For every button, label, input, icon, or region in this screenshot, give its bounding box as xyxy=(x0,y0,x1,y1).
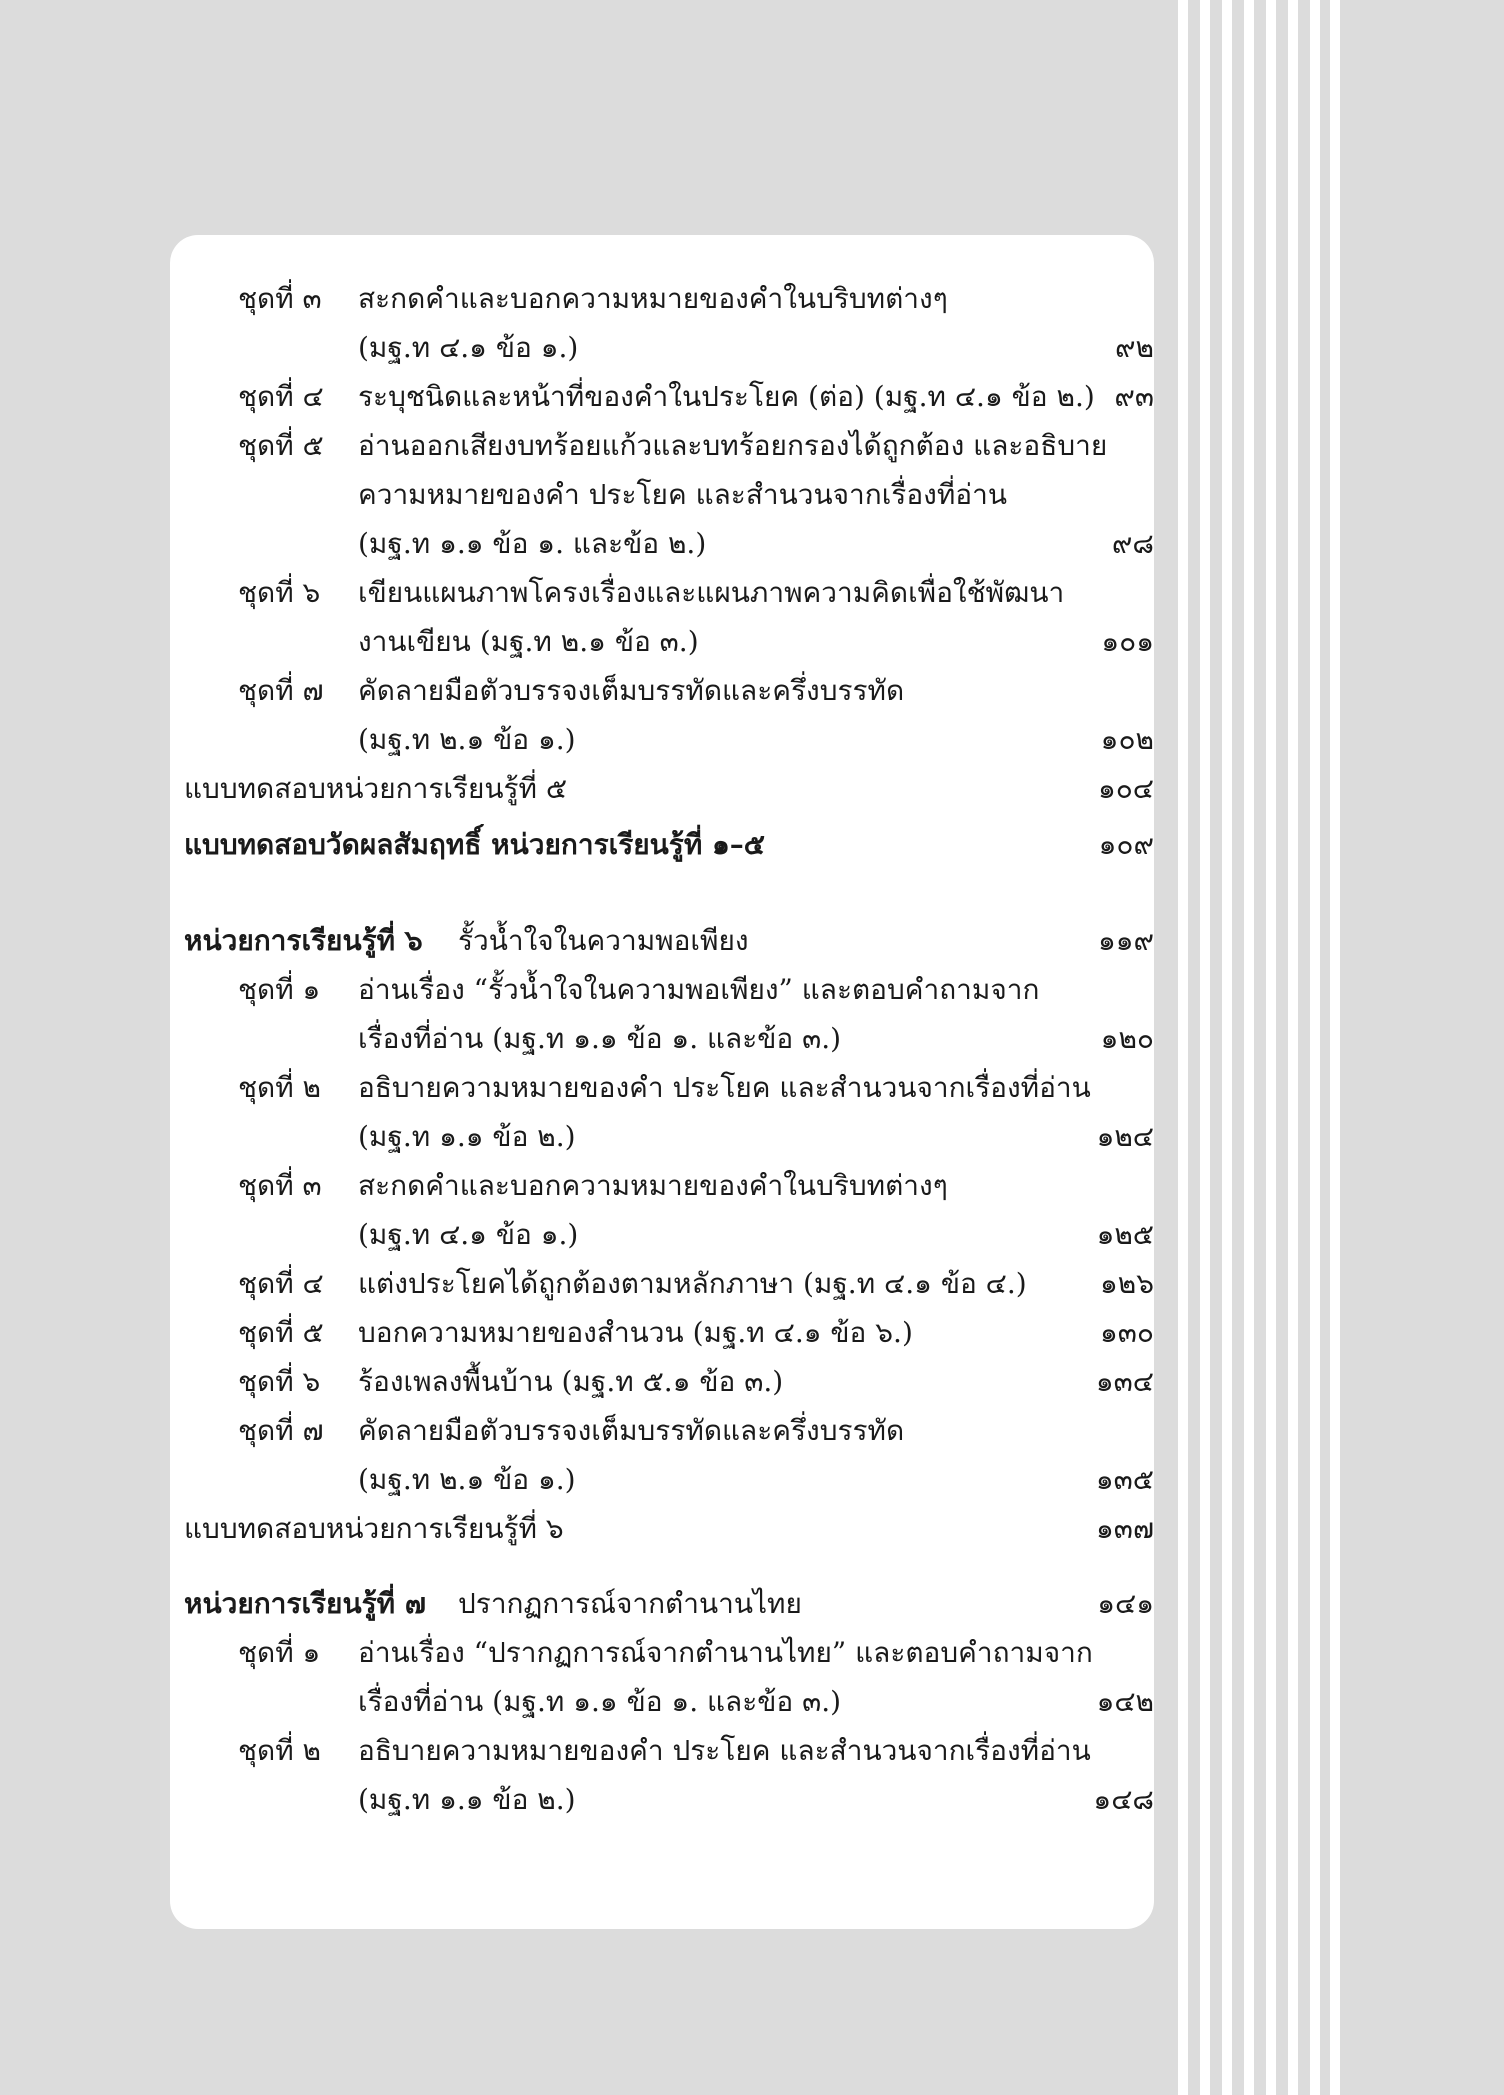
toc-row xyxy=(170,1629,1154,1677)
entry-text: สะกดคำและบอกความหมายของคำในบริบทต่างๆ xyxy=(358,282,948,315)
toc-row xyxy=(170,1211,1154,1259)
page-number: ๑๒๖ xyxy=(1099,1267,1154,1300)
entry-text: คัดลายมือตัวบรรจงเต็มบรรทัดและครึ่งบรรทัด xyxy=(358,674,905,707)
page-number: ๑๒๕ xyxy=(1096,1218,1154,1251)
toc-row xyxy=(170,716,1154,764)
entry-text: (มฐ.ท ๒.๑ ข้อ ๑.) xyxy=(358,723,576,756)
page-number: ๑๐๒ xyxy=(1100,723,1154,756)
page-number: ๙๘ xyxy=(1111,527,1154,560)
entry-text: อธิบายความหมายของคำ ประโยค และสำนวนจากเรื่องที่อ่าน xyxy=(358,1071,1091,1104)
decorative-stripes xyxy=(1178,0,1340,2095)
entry-text: ระบุชนิดและหน้าที่ของคำในประโยค (ต่อ) (มฐ.ท ๔.๑ ข้อ ๒.) xyxy=(358,380,1095,413)
page-number: ๑๒๐ xyxy=(1100,1022,1154,1055)
set-label: ชุดที่ ๕ xyxy=(238,1316,324,1349)
toc-row xyxy=(170,1309,1154,1357)
toc-row xyxy=(170,667,1154,715)
stripe-4 xyxy=(1244,0,1254,2095)
toc-row xyxy=(170,966,1154,1014)
page-number: ๑๑๙ xyxy=(1097,924,1154,957)
stripe-7 xyxy=(1310,0,1320,2095)
unit-test-text: แบบทดสอบหน่วยการเรียนรู้ที่ ๖ xyxy=(184,1512,564,1545)
set-label: ชุดที่ ๒ xyxy=(238,1734,322,1767)
stripe-5 xyxy=(1266,0,1276,2095)
page-number: ๑๔๑ xyxy=(1097,1587,1154,1620)
entry-text: บอกความหมายของสำนวน (มฐ.ท ๔.๑ ข้อ ๖.) xyxy=(358,1316,913,1349)
toc-row xyxy=(170,1580,1154,1628)
entry-text: (มฐ.ท ๑.๑ ข้อ ๑. และข้อ ๒.) xyxy=(358,527,707,560)
toc-row xyxy=(170,373,1154,421)
set-label: ชุดที่ ๖ xyxy=(238,1365,321,1398)
set-label: ชุดที่ ๑ xyxy=(238,1636,321,1669)
entry-text: (มฐ.ท ๑.๑ ข้อ ๒.) xyxy=(358,1783,576,1816)
toc-row xyxy=(170,569,1154,617)
entry-text: สะกดคำและบอกความหมายของคำในบริบทต่างๆ xyxy=(358,1169,948,1202)
entry-text: อ่านเรื่อง “รั้วน้ำใจในความพอเพียง” และตอบคำถามจาก xyxy=(358,973,1040,1006)
toc-card xyxy=(170,235,1154,1929)
toc-row xyxy=(170,821,1154,869)
toc-row xyxy=(170,1162,1154,1210)
toc-row xyxy=(170,1776,1154,1824)
set-label: ชุดที่ ๓ xyxy=(238,282,322,315)
set-label: ชุดที่ ๕ xyxy=(238,429,324,462)
unit-title: รั้วน้ำใจในความพอเพียง xyxy=(458,924,749,957)
page-number: ๑๔๘ xyxy=(1093,1783,1154,1816)
set-label: ชุดที่ ๑ xyxy=(238,973,321,1006)
toc-row xyxy=(170,324,1154,372)
entry-text: อ่านออกเสียงบทร้อยแก้วและบทร้อยกรองได้ถูกต้อง และอธิบาย xyxy=(358,429,1108,462)
page-number: ๑๐๔ xyxy=(1097,772,1154,805)
stripe-3 xyxy=(1222,0,1232,2095)
set-label: ชุดที่ ๖ xyxy=(238,576,321,609)
entry-text: เรื่องที่อ่าน (มฐ.ท ๑.๑ ข้อ ๑. และข้อ ๓.) xyxy=(358,1685,842,1718)
toc-row xyxy=(170,1064,1154,1112)
entry-text: (มฐ.ท ๔.๑ ข้อ ๑.) xyxy=(358,1218,579,1251)
set-label: ชุดที่ ๔ xyxy=(238,1267,324,1300)
toc-row xyxy=(170,1260,1154,1308)
toc-row xyxy=(170,1456,1154,1504)
achievement-test-text: แบบทดสอบวัดผลสัมฤทธิ์ หน่วยการเรียนรู้ที่ ๑–๕ xyxy=(184,828,765,861)
toc-row xyxy=(170,765,1154,813)
entry-text: อธิบายความหมายของคำ ประโยค และสำนวนจากเรื่องที่อ่าน xyxy=(358,1734,1091,1767)
toc-row xyxy=(170,1678,1154,1726)
toc-row xyxy=(170,1015,1154,1063)
page-number: ๑๓๐ xyxy=(1099,1316,1154,1349)
entry-text: แต่งประโยคได้ถูกต้องตามหลักภาษา (มฐ.ท ๔.๑ ข้อ ๔.) xyxy=(358,1267,1027,1300)
toc-row xyxy=(170,422,1154,470)
stripe-2 xyxy=(1200,0,1210,2095)
set-label: ชุดที่ ๓ xyxy=(238,1169,322,1202)
toc-row xyxy=(170,618,1154,666)
toc-row xyxy=(170,1505,1154,1553)
set-label: ชุดที่ ๗ xyxy=(238,674,324,707)
set-label: ชุดที่ ๗ xyxy=(238,1414,324,1447)
page-number: ๑๐๙ xyxy=(1098,828,1154,861)
entry-text: ความหมายของคำ ประโยค และสำนวนจากเรื่องที่อ่าน xyxy=(358,478,1007,511)
page-number: ๑๓๔ xyxy=(1095,1365,1154,1398)
toc-row xyxy=(170,1407,1154,1455)
unit-title: ปรากฏการณ์จากตำนานไทย xyxy=(458,1587,802,1620)
toc-row xyxy=(170,471,1154,519)
entry-text: (มฐ.ท ๑.๑ ข้อ ๒.) xyxy=(358,1120,576,1153)
page-number: ๑๓๗ xyxy=(1096,1512,1154,1545)
entry-text: (มฐ.ท ๒.๑ ข้อ ๑.) xyxy=(358,1463,576,1496)
stripe-8 xyxy=(1330,0,1340,2095)
entry-text: อ่านเรื่อง “ปรากฏการณ์จากตำนานไทย” และตอบคำถามจาก xyxy=(358,1636,1093,1669)
toc-row xyxy=(170,520,1154,568)
unit-label: หน่วยการเรียนรู้ที่ ๖ xyxy=(184,924,423,957)
set-label: ชุดที่ ๒ xyxy=(238,1071,322,1104)
toc-row xyxy=(170,1113,1154,1161)
toc-row xyxy=(170,1358,1154,1406)
page-number: ๙๓ xyxy=(1114,380,1154,413)
entry-text: คัดลายมือตัวบรรจงเต็มบรรทัดและครึ่งบรรทัด xyxy=(358,1414,905,1447)
page-number: ๑๐๑ xyxy=(1101,625,1154,658)
unit-label: หน่วยการเรียนรู้ที่ ๗ xyxy=(184,1587,426,1620)
page-number: ๑๔๒ xyxy=(1096,1685,1154,1718)
entry-text: เขียนแผนภาพโครงเรื่องและแผนภาพความคิดเพื่อใช้พัฒนา xyxy=(358,576,1065,609)
page-number: ๙๒ xyxy=(1115,331,1154,364)
entry-text: (มฐ.ท ๔.๑ ข้อ ๑.) xyxy=(358,331,579,364)
set-label: ชุดที่ ๔ xyxy=(238,380,324,413)
toc-row xyxy=(170,1727,1154,1775)
page-number: ๑๒๔ xyxy=(1096,1120,1154,1153)
unit-test-text: แบบทดสอบหน่วยการเรียนรู้ที่ ๕ xyxy=(184,772,568,805)
toc-row xyxy=(170,917,1154,965)
stripe-1 xyxy=(1178,0,1188,2095)
entry-text: ร้องเพลงพื้นบ้าน (มฐ.ท ๕.๑ ข้อ ๓.) xyxy=(358,1365,784,1398)
entry-text: เรื่องที่อ่าน (มฐ.ท ๑.๑ ข้อ ๑. และข้อ ๓.) xyxy=(358,1022,842,1055)
page-number: ๑๓๕ xyxy=(1095,1463,1154,1496)
toc-row xyxy=(170,275,1154,323)
stripe-6 xyxy=(1288,0,1298,2095)
entry-text: งานเขียน (มฐ.ท ๒.๑ ข้อ ๓.) xyxy=(358,625,699,658)
